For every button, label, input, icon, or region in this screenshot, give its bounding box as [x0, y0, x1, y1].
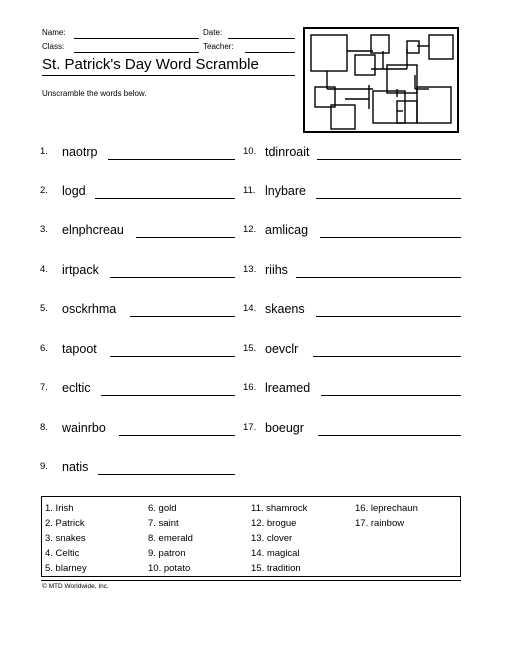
- answer-line[interactable]: [316, 198, 461, 199]
- word-bank-item: 6. gold: [148, 503, 177, 514]
- problem-number: 5.: [40, 303, 48, 314]
- problem-12: [243, 220, 461, 240]
- problem-9: [40, 457, 235, 477]
- problem-5: [40, 299, 235, 319]
- answer-line[interactable]: [110, 277, 235, 278]
- problem-7: [40, 378, 235, 398]
- problem-number: 3.: [40, 224, 48, 235]
- problem-16: [243, 378, 461, 398]
- answer-line[interactable]: [108, 159, 235, 160]
- problem-number: 1.: [40, 146, 48, 157]
- name-line[interactable]: [74, 38, 199, 39]
- answer-line[interactable]: [320, 237, 461, 238]
- problem-4: [40, 260, 235, 280]
- problem-3: [40, 220, 235, 240]
- word-bank-item: 12. brogue: [251, 518, 297, 529]
- answer-line[interactable]: [316, 316, 461, 317]
- word-bank-item: 1. Irish: [45, 503, 74, 514]
- scrambled-word: lreamed: [265, 381, 311, 395]
- word-bank-item: 15. tradition: [251, 563, 301, 574]
- problem-number: 9.: [40, 461, 48, 472]
- name-label: Name:: [42, 28, 66, 37]
- problem-number: 10.: [243, 146, 257, 157]
- scrambled-word: boeugr: [265, 421, 304, 435]
- word-bank-item: 10. potato: [148, 563, 191, 574]
- word-bank: [41, 496, 461, 577]
- word-bank-item: 17. rainbow: [355, 518, 405, 529]
- answer-line[interactable]: [101, 395, 235, 396]
- title-underline: [42, 75, 295, 76]
- problem-14: [243, 299, 461, 319]
- answer-line[interactable]: [136, 237, 235, 238]
- answer-line[interactable]: [313, 356, 461, 357]
- answer-line[interactable]: [318, 435, 461, 436]
- word-bank-item: 14. magical: [251, 548, 300, 559]
- word-bank-item: 3. snakes: [45, 533, 86, 544]
- scrambled-word: amlicag: [265, 223, 309, 237]
- answer-line[interactable]: [296, 277, 461, 278]
- problem-number: 11.: [243, 185, 256, 196]
- scrambled-word: lnybare: [265, 184, 306, 198]
- answer-line[interactable]: [98, 474, 235, 475]
- word-bank-item: 9. patron: [148, 548, 186, 559]
- problem-number: 17.: [243, 422, 257, 433]
- scrambled-word: ecltic: [62, 381, 91, 395]
- answer-line[interactable]: [321, 395, 461, 396]
- problem-number: 7.: [40, 382, 48, 393]
- problem-number: 4.: [40, 264, 48, 275]
- word-bank-item: 7. saint: [148, 518, 179, 529]
- problem-number: 14.: [243, 303, 257, 314]
- scrambled-word: naotrp: [62, 145, 98, 159]
- page-title: St. Patrick's Day Word Scramble: [42, 56, 259, 73]
- problem-11: [243, 181, 461, 201]
- answer-line[interactable]: [95, 198, 235, 199]
- problem-number: 2.: [40, 185, 48, 196]
- problem-number: 6.: [40, 343, 48, 354]
- problem-2: [40, 181, 235, 201]
- problem-number: 12.: [243, 224, 257, 235]
- class-label: Class:: [42, 42, 65, 51]
- scrambled-word: tdinroait: [265, 145, 310, 159]
- problem-10: [243, 142, 461, 162]
- scrambled-word: elnphcreau: [62, 223, 124, 237]
- answer-line[interactable]: [130, 316, 235, 317]
- problem-17: [243, 418, 461, 438]
- teacher-label: Teacher:: [203, 42, 234, 51]
- copyright: © MTD Worldwide, Inc.: [42, 583, 109, 590]
- word-bank-item: 4. Celtic: [45, 548, 80, 559]
- word-bank-item: 8. emerald: [148, 533, 193, 544]
- instructions: Unscramble the words below.: [42, 89, 147, 98]
- word-bank-item: 16. leprechaun: [355, 503, 418, 514]
- scrambled-word: wainrbo: [62, 421, 106, 435]
- date-label: Date:: [203, 28, 223, 37]
- word-bank-item: 5. blarney: [45, 563, 87, 574]
- answer-line[interactable]: [317, 159, 461, 160]
- scrambled-word: riihs: [265, 263, 288, 277]
- puzzle-graphic: [303, 27, 459, 133]
- word-bank-item: 13. clover: [251, 533, 293, 544]
- scrambled-word: logd: [62, 184, 86, 198]
- class-line[interactable]: [74, 52, 199, 53]
- scrambled-word: natis: [62, 460, 89, 474]
- footer-divider: [41, 580, 461, 581]
- answer-line[interactable]: [119, 435, 235, 436]
- scrambled-word: oevclr: [265, 342, 299, 356]
- problem-15: [243, 339, 461, 359]
- puzzle-squares-icon: [305, 29, 457, 131]
- problem-6: [40, 339, 235, 359]
- word-bank-item: 11. shamrock: [251, 503, 308, 514]
- problem-1: [40, 142, 235, 162]
- teacher-line[interactable]: [245, 52, 295, 53]
- scrambled-word: tapoot: [62, 342, 97, 356]
- problem-number: 13.: [243, 264, 257, 275]
- word-bank-item: 2. Patrick: [45, 518, 85, 529]
- problem-13: [243, 260, 461, 280]
- problem-number: 16.: [243, 382, 257, 393]
- answer-line[interactable]: [110, 356, 235, 357]
- scrambled-word: skaens: [265, 302, 305, 316]
- problem-number: 8.: [40, 422, 48, 433]
- date-line[interactable]: [228, 38, 295, 39]
- scrambled-word: irtpack: [62, 263, 99, 277]
- problem-8: [40, 418, 235, 438]
- problem-number: 15.: [243, 343, 257, 354]
- scrambled-word: osckrhma: [62, 302, 117, 316]
